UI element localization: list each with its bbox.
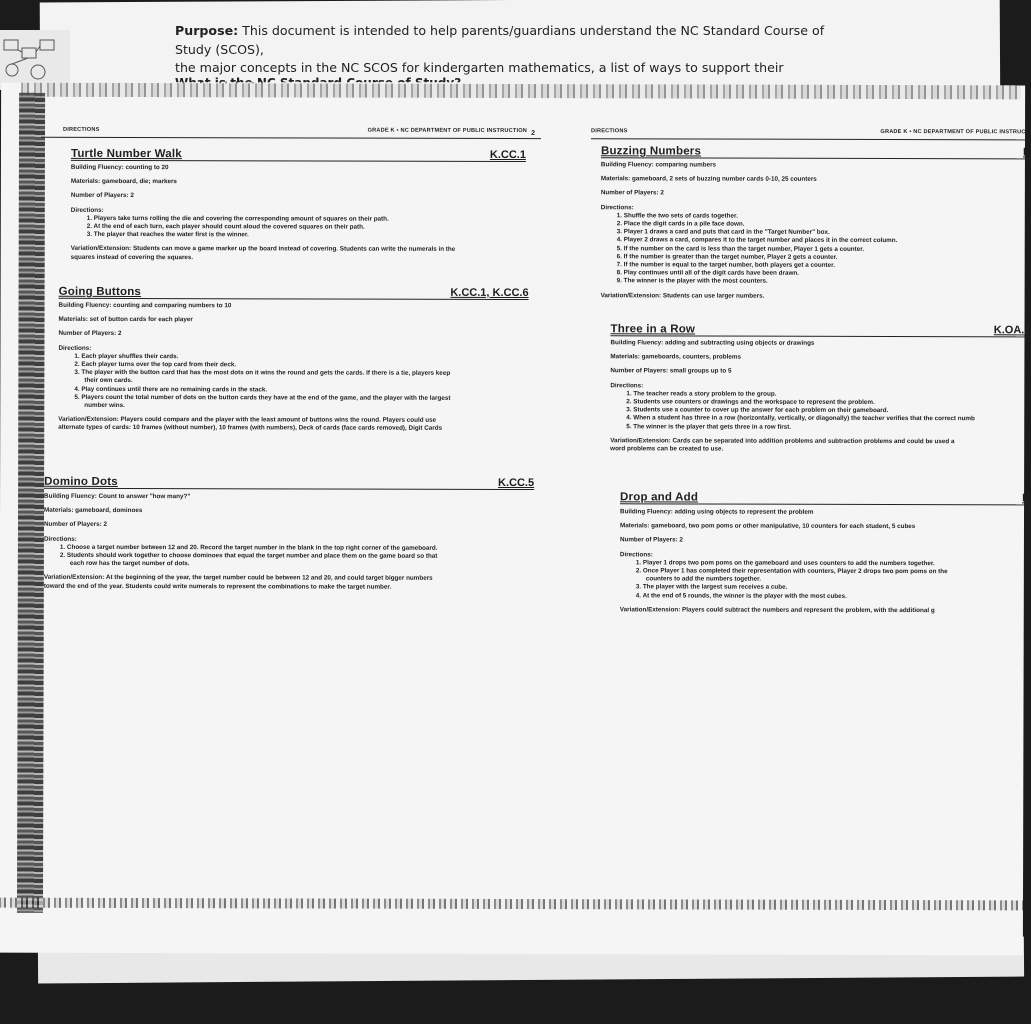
game-line: 2. Students should work together to choose dominoes that equal the target number and place them on the game board so that [59,551,438,560]
game-standard: K.CC.1, K.CC.6 [450,286,529,300]
toner-streak-left [17,93,45,913]
game-line: 1. The teacher reads a story problem to the group. [626,390,777,398]
game-line: Materials: gameboard, dominoes [44,506,143,515]
game-line: Directions: [600,203,634,211]
toner-streak-top [21,83,1021,100]
game-line: each row has the target number of dots. [69,560,190,568]
game-line: Directions: [70,206,104,214]
game-line: their own cards. [84,377,133,385]
header-grade: GRADE K • NC DEPARTMENT OF PUBLIC INSTRUCTION [367,127,528,135]
game-line: 1. Players take turns rolling the die and covering the corresponding amount of squares on their path. [86,214,389,223]
game-line: 4. Play continues until there are no remaining cards in the stack. [74,385,268,393]
page-header [41,123,541,139]
toner-streak-bottom [0,898,1023,911]
game-line: 2. Each player turns over the top card from their deck. [74,360,237,369]
game-line: 4. When a student has three in a row (horizontally, vertically, or diagonally) the teacher verifies that the correct numb [626,414,975,423]
game-line: 1. Player 1 drops two pom poms on the gameboard and uses counters to add the numbers together. [635,559,935,567]
header-grade: GRADE K • NC DEPARTMENT OF PUBLIC INSTRUCTI [880,128,1031,136]
game-line: Variation/Extension: At the beginning of the year, the target number could be between 12 and 20, and could target bigger numbers [43,574,433,583]
game-line: 1. Choose a target number between 12 and 20. Record the target number in the blank in the top right corner of the gameboard. [59,543,438,552]
game-title: Turtle Number Walk [70,147,182,161]
game-line: 2. At the end of each turn, each player should count aloud the covered squares on their path. [86,222,365,231]
game-title: Drop and Add [620,491,699,504]
photocopied-worksheet [0,83,1031,956]
game-line: 1. Shuffle the two sets of cards together. [616,212,738,220]
game-line: 9. The winner is the player with the most counters. [616,277,768,286]
purpose-label: Purpose: [175,23,239,38]
right-page [591,124,1031,614]
game-title: Buzzing Numbers [600,145,702,158]
game-line: Materials: set of button cards for each player [58,316,193,324]
game-line: Variation/Extension: Players could compare and the player with the least amount of buttons wins the round. Players could use [58,416,437,425]
game-domino-dots [44,473,534,592]
game-line: counters to add the numbers together. [645,575,761,583]
game-line: 3. The player that reaches the water first is the winner. [86,231,249,239]
game-line: Variation/Extension: Students can use larger numbers. [600,291,765,300]
game-line: toward the end of the year. Students could write numerals to represent the combinations to make the target number. [43,582,392,591]
game-line: Variation/Extension: Students can move a game marker up the board instead of covering. Students can write the numerals in the [70,245,456,254]
game-standard: K.OA.1 [993,324,1031,337]
header-directions: DIRECTIONS [63,126,100,133]
game-buzzing-numbers [601,142,1031,301]
game-line: Building Fluency: comparing numbers [600,161,717,169]
game-line: Building Fluency: adding and subtracting using objects or drawings [610,339,815,347]
game-line: Directions: [43,535,77,543]
game-line: Number of Players: 2 [600,189,664,197]
game-line: 3. Students use a counter to cover up the answer for each problem on their gameboard. [626,406,889,415]
game-line: 4. Player 2 draws a card, compares it to the target number and places it in the correct column. [616,236,898,245]
game-line: Directions: [619,550,653,558]
game-line: 1. Each player shuffles their cards. [74,352,179,360]
game-standard: K.CC.5 [498,476,535,490]
header-directions: DIRECTIONS [591,128,628,135]
gameboard-sketch-icon [0,30,70,90]
game-line: 5. If the number on the card is less than the target number, Player 1 gets a counter. [616,244,865,253]
game-line: word problems can be created to use. [610,445,724,453]
game-line: 2. Students use counters or drawings and the workspace to represent the problem. [626,398,875,406]
left-page [41,123,541,591]
game-three-in-a-row [610,320,1030,454]
game-line: 6. If the number is greater than the target number, Player 2 gets a counter. [616,253,838,261]
game-line: number wins. [84,401,125,410]
game-standard: K [1022,146,1031,159]
game-drop-and-add [620,488,1030,615]
game-line: alternate types of cards: 10 frames (without number), 10 frames (with numbers), Deck of cards (face cards removed), Digit Cards [58,424,443,433]
game-standard: K.CC.1 [489,148,526,162]
game-line: Materials: gameboard, die; markers [70,178,177,186]
game-line: 2. Once Player 1 has completed their representation with counters, Player 2 drops two pom poms on the [635,567,948,576]
page-header [591,124,1031,140]
page-number: 2 [531,130,536,138]
game-line: 3. Player 1 draws a card and puts that card in the "Target Number" box. [616,228,830,237]
game-line: Materials: gameboards, counters, problems [610,353,741,361]
game-going-buttons [58,283,528,434]
game-line: Variation/Extension: Players could subtract the numbers and represent the problem, with the additional g [619,606,935,614]
left-flap-gameboard [0,30,70,90]
game-line: Materials: gameboard, 2 sets of buzzing number cards 0-10, 25 counters [600,175,817,183]
game-line: Building Fluency: adding using objects to represent the problem [620,508,814,516]
game-line: 7. If the number is equal to the target number, both players get a counter. [616,261,836,269]
game-line: Materials: gameboard, two pom poms or other manipulative, 10 counters for each student, 5 cubes [619,522,916,531]
game-line: 8. Play continues until all of the digit cards have been drawn. [616,269,799,277]
game-turtle-number-walk [71,145,526,263]
game-title: Going Buttons [58,285,142,299]
purpose-paragraph: Purpose: This document is intended to help parents/guardians understand the NC Standard Course of Study (SCOS), the major concepts in the NC SCOS for kindergarten mathematics, a list of ways to support their [175,23,825,75]
game-line: squares instead of covering the squares. [70,253,194,261]
game-line: Directions: [610,381,644,389]
game-title: Three in a Row [610,323,696,336]
game-line: Number of Players: small groups up to 5 [610,367,732,375]
game-line: Building Fluency: Count to answer "how many?" [44,492,191,501]
game-line: Directions: [58,344,92,352]
game-line: 3. The player with the button card that has the most dots on it wins the round and gets the cards. If there is a tie, players keep [74,369,451,378]
game-line: Number of Players: 2 [43,521,107,529]
game-line: Number of Players: 2 [58,330,122,338]
game-line: 4. At the end of 5 rounds, the winner is the player with the most cubes. [635,591,847,600]
game-title: Domino Dots [44,475,118,488]
game-line: Number of Players: 2 [619,536,683,544]
game-line: 5. The winner is the player that gets three in a row first. [626,422,792,431]
game-line: Number of Players: 2 [70,192,134,200]
game-line: Variation/Extension: Cards can be separated into addition problems and subtraction problems and could be used a [610,437,955,445]
game-line: 3. The player with the largest sum receives a cube. [635,583,788,592]
game-line: Building Fluency: counting and comparing numbers to 10 [58,301,232,310]
game-line: Building Fluency: counting to 20 [70,163,169,172]
game-line: 2. Place the digit cards in a pile face down. [616,220,745,228]
game-line: 5. Players count the total number of dots on the button cards they have at the end of the game, and the player with the largest [74,393,451,402]
game-standard: K [1022,492,1031,505]
